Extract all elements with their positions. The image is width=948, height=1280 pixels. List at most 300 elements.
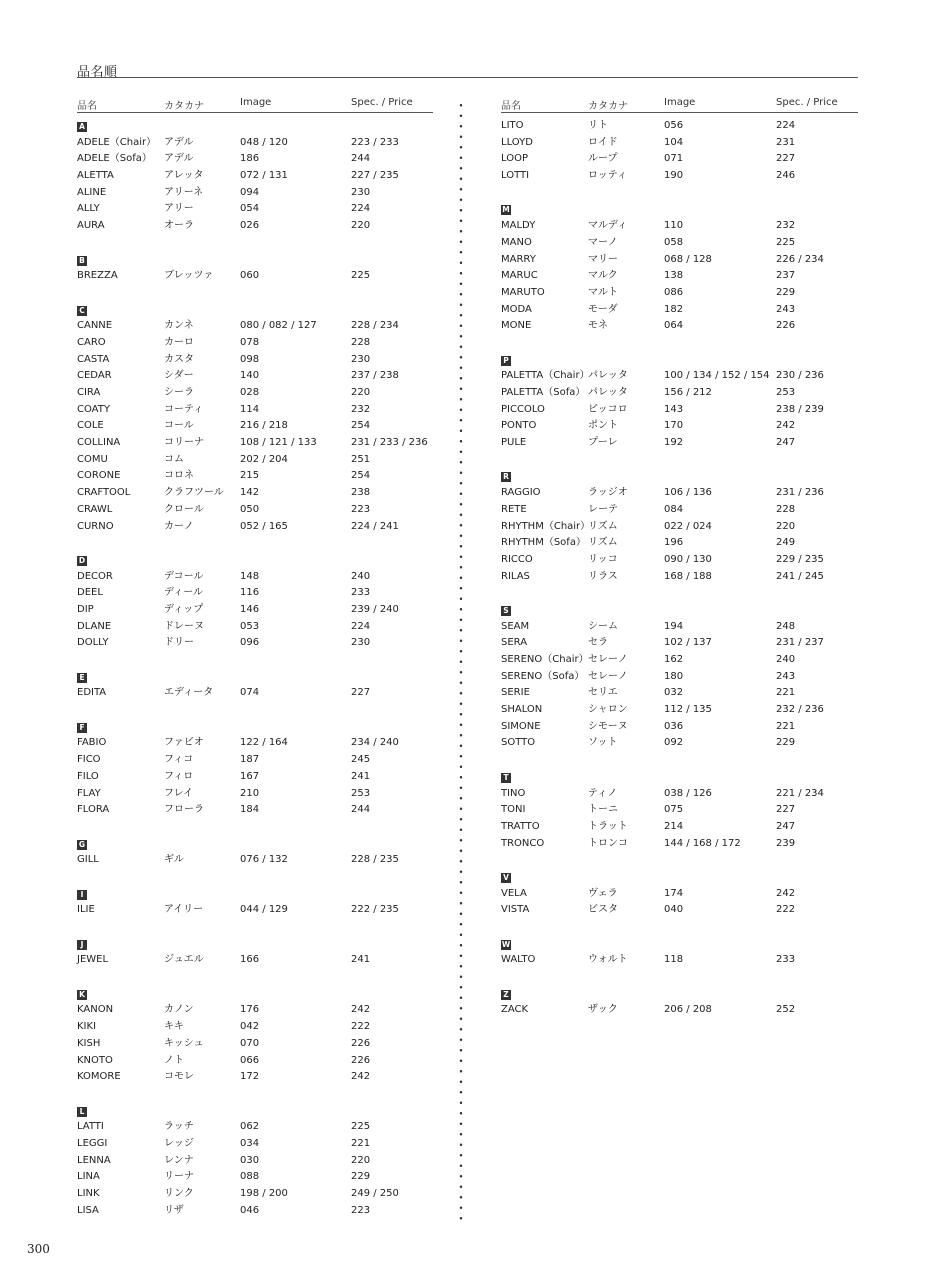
product-row	[501, 552, 858, 569]
product-row	[77, 1153, 433, 1170]
product-name: EDITA	[77, 687, 107, 699]
product-spec-pages: 254	[351, 470, 371, 482]
product-name: CURNO	[77, 520, 114, 532]
product-image-pages: 075	[664, 804, 684, 816]
product-katakana: シダー	[164, 370, 194, 382]
section-spacer	[77, 969, 433, 986]
product-katakana: フィコ	[164, 754, 194, 766]
product-name: PALETTA（Sofa）	[501, 387, 586, 398]
section-letter-row	[501, 352, 858, 369]
product-image-pages: 072 / 131	[240, 170, 288, 182]
product-spec-pages: 240	[776, 654, 796, 665]
product-name: ILIE	[77, 904, 95, 916]
product-image-pages: 166	[240, 954, 260, 966]
product-row	[501, 535, 858, 552]
product-name: ADELE（Chair）	[77, 136, 157, 148]
section-letter-row	[77, 886, 433, 903]
product-katakana: コモレ	[164, 1071, 194, 1083]
product-row	[77, 519, 433, 536]
product-row	[77, 1069, 433, 1086]
product-name: LINA	[77, 1171, 100, 1183]
product-name: VISTA	[501, 904, 530, 916]
product-spec-pages: 243	[776, 670, 796, 682]
product-name: COATY	[77, 403, 110, 415]
product-name: TRONCO	[501, 837, 545, 849]
product-row	[77, 802, 433, 819]
product-name: BREZZA	[77, 270, 118, 282]
product-row	[77, 168, 433, 185]
product-row	[501, 385, 858, 402]
product-katakana: モネ	[588, 320, 608, 332]
product-row	[501, 952, 858, 969]
product-katakana: トーニ	[588, 804, 618, 816]
product-spec-pages: 220	[351, 1154, 371, 1166]
product-name: LINK	[77, 1188, 100, 1199]
product-katakana: セレーノ	[588, 654, 628, 665]
section-letter-row	[501, 201, 858, 218]
section-spacer	[77, 652, 433, 669]
product-spec-pages: 247	[776, 437, 796, 449]
product-katakana: トロンコ	[588, 837, 628, 849]
section-letter-row	[77, 986, 433, 1003]
product-spec-pages: 230	[351, 186, 371, 198]
product-name: RHYTHM（Sofa）	[501, 537, 586, 549]
section-letter-badge: G	[78, 839, 86, 849]
product-name: KISH	[77, 1037, 101, 1049]
product-image-pages: 210	[240, 787, 260, 799]
product-row	[77, 418, 433, 435]
product-spec-pages: 230	[351, 637, 371, 649]
product-row	[501, 685, 858, 702]
product-katakana: ポント	[588, 420, 618, 432]
product-katakana: コリーナ	[164, 437, 204, 449]
product-name: RETE	[501, 503, 527, 515]
product-name: FABIO	[77, 737, 107, 749]
product-image-pages: 064	[664, 320, 684, 332]
product-row	[77, 201, 433, 218]
product-row	[77, 468, 433, 485]
product-katakana: ウォルト	[588, 954, 628, 966]
product-name: SERIE	[501, 687, 530, 699]
product-row	[77, 585, 433, 602]
column-divider-dots	[459, 100, 463, 1220]
product-spec-pages: 239 / 240	[351, 603, 399, 615]
product-name: KOMORE	[77, 1071, 121, 1083]
product-name: CARO	[77, 336, 106, 348]
product-katakana: ロッティ	[588, 170, 627, 182]
product-katakana: アデル	[164, 153, 194, 165]
product-katakana: カーロ	[164, 336, 194, 348]
product-name: KANON	[77, 1004, 114, 1016]
product-name: ALLY	[77, 203, 100, 215]
product-image-pages: 066	[240, 1054, 260, 1066]
product-row	[77, 852, 433, 869]
product-spec-pages: 242	[351, 1071, 371, 1083]
product-image-pages: 182	[664, 303, 684, 315]
section-spacer	[501, 185, 858, 202]
product-name: MARUC	[501, 270, 538, 282]
product-row	[77, 1036, 433, 1053]
product-row	[501, 418, 858, 435]
product-name: PONTO	[501, 420, 537, 432]
product-name: SOTTO	[501, 737, 536, 749]
header-katakana: カタカナ	[588, 101, 628, 112]
product-row	[77, 502, 433, 519]
product-image-pages: 052 / 165	[240, 520, 288, 532]
product-image-pages: 156 / 212	[664, 387, 712, 398]
section-letter-badge: C	[77, 306, 87, 316]
product-name: SERA	[501, 637, 528, 649]
header-image: Image	[664, 97, 696, 108]
product-name: TONI	[501, 804, 526, 816]
section-spacer	[77, 235, 433, 252]
product-name: RHYTHM（Chair）	[501, 520, 591, 532]
product-name: FILO	[77, 770, 99, 782]
section-letter-row	[77, 1103, 433, 1120]
product-row	[501, 719, 858, 736]
product-katakana: ティノ	[588, 787, 618, 799]
product-image-pages: 168 / 188	[664, 570, 712, 582]
product-katakana: ディップ	[164, 603, 204, 615]
product-row	[501, 485, 858, 502]
product-row	[77, 435, 433, 452]
header-spec-price: Spec. / Price	[776, 97, 838, 108]
section-letter-badge: J	[77, 940, 87, 950]
product-spec-pages: 253	[776, 387, 796, 398]
product-image-pages: 198 / 200	[240, 1188, 288, 1199]
product-row	[501, 502, 858, 519]
product-image-pages: 167	[240, 770, 260, 782]
product-spec-pages: 221 / 234	[776, 787, 824, 799]
product-image-pages: 174	[664, 887, 684, 899]
product-spec-pages: 231 / 236	[776, 487, 824, 499]
product-row	[501, 118, 858, 135]
product-katakana: アイリー	[164, 904, 204, 916]
product-row	[77, 335, 433, 352]
product-row	[77, 1169, 433, 1186]
product-spec-pages: 231	[776, 136, 796, 148]
product-image-pages: 180	[664, 670, 684, 682]
product-image-pages: 094	[240, 186, 260, 198]
product-row	[77, 752, 433, 769]
product-image-pages: 053	[240, 620, 260, 632]
section-letter-row	[501, 602, 858, 619]
product-name: RICCO	[501, 553, 533, 565]
section-spacer	[501, 852, 858, 869]
product-katakana: アデル	[164, 136, 194, 148]
product-image-pages: 050	[240, 503, 260, 515]
product-image-pages: 076 / 132	[240, 854, 288, 866]
column-header	[77, 97, 433, 113]
section-letter-row	[77, 836, 433, 853]
product-name: GILL	[77, 854, 99, 866]
product-image-pages: 092	[664, 737, 684, 749]
section-letter-badge: E	[77, 673, 87, 683]
product-name: MANO	[501, 236, 532, 248]
section-letter-row	[501, 468, 858, 485]
product-katakana: シャロン	[588, 704, 628, 716]
section-letter-row	[77, 719, 433, 736]
product-image-pages: 146	[240, 603, 260, 615]
product-spec-pages: 227	[776, 153, 796, 165]
product-row	[501, 302, 858, 319]
product-name: FLAY	[77, 787, 101, 799]
product-row	[501, 151, 858, 168]
section-letter-row	[77, 669, 433, 686]
product-image-pages: 143	[664, 403, 684, 415]
product-katakana: マルト	[588, 286, 618, 298]
product-spec-pages: 242	[776, 420, 796, 432]
product-name: ALINE	[77, 186, 107, 198]
product-katakana: フィロ	[164, 770, 194, 782]
product-katakana: キッシュ	[164, 1037, 204, 1049]
product-katakana: ファビオ	[164, 737, 204, 749]
product-image-pages: 172	[240, 1071, 260, 1083]
section-letter-badge: R	[501, 472, 511, 482]
product-row	[501, 886, 858, 903]
product-name: WALTO	[501, 954, 536, 966]
product-katakana: トラット	[588, 820, 628, 832]
product-name: LEGGI	[77, 1137, 108, 1149]
product-spec-pages: 254	[351, 420, 371, 432]
product-katakana: マリー	[588, 253, 618, 265]
product-image-pages: 116	[240, 587, 260, 599]
product-image-pages: 042	[240, 1021, 260, 1033]
product-name: MALDY	[501, 220, 536, 232]
product-name: PALETTA（Chair）	[501, 370, 590, 382]
product-image-pages: 062	[240, 1121, 260, 1133]
product-image-pages: 108 / 121 / 133	[240, 437, 317, 449]
product-row	[77, 619, 433, 636]
product-katakana: フローラ	[164, 804, 204, 816]
product-spec-pages: 222	[351, 1021, 371, 1033]
product-image-pages: 034	[240, 1137, 260, 1149]
product-katakana: カーノ	[164, 520, 194, 532]
product-spec-pages: 229	[776, 286, 796, 298]
product-name: COLLINA	[77, 437, 121, 449]
product-spec-pages: 226	[351, 1054, 371, 1066]
product-image-pages: 106 / 136	[664, 487, 712, 499]
product-katakana: パレッタ	[588, 370, 628, 382]
product-spec-pages: 226 / 234	[776, 253, 824, 265]
product-row	[501, 1002, 858, 1019]
product-katakana: エディータ	[164, 687, 214, 699]
product-katakana: リーナ	[164, 1171, 194, 1183]
product-row	[501, 802, 858, 819]
product-row	[501, 519, 858, 536]
section-spacer	[77, 1086, 433, 1103]
product-row	[77, 786, 433, 803]
section-letter-row	[77, 552, 433, 569]
product-name: SHALON	[501, 704, 543, 716]
section-spacer	[77, 535, 433, 552]
product-name: CANNE	[77, 320, 113, 332]
product-name: DIP	[77, 603, 94, 615]
product-name: MARUTO	[501, 286, 545, 298]
product-spec-pages: 232 / 236	[776, 704, 824, 716]
product-row	[501, 218, 858, 235]
product-spec-pages: 221	[776, 687, 796, 699]
product-image-pages: 084	[664, 503, 684, 515]
section-letter-badge: Z	[501, 990, 511, 1000]
product-image-pages: 028	[240, 387, 260, 398]
product-katakana: セレーノ	[588, 670, 628, 682]
product-name: LLOYD	[501, 136, 533, 148]
product-spec-pages: 251	[351, 453, 371, 465]
product-row	[501, 669, 858, 686]
product-image-pages: 036	[664, 720, 684, 732]
product-image-pages: 032	[664, 687, 684, 699]
product-katakana: ビスタ	[588, 904, 618, 916]
product-image-pages: 046	[240, 1204, 260, 1216]
product-katakana: マルディ	[588, 220, 628, 232]
product-spec-pages: 239	[776, 837, 796, 849]
product-image-pages: 214	[664, 820, 684, 832]
product-name: MODA	[501, 303, 532, 315]
product-row	[77, 1186, 433, 1203]
product-image-pages: 104	[664, 136, 684, 148]
product-spec-pages: 225	[351, 1121, 371, 1133]
product-name: LATTI	[77, 1121, 104, 1133]
product-row	[77, 769, 433, 786]
product-katakana: シーム	[588, 620, 618, 632]
product-spec-pages: 224	[776, 120, 796, 131]
product-spec-pages: 231 / 233 / 236	[351, 437, 428, 449]
product-image-pages: 202 / 204	[240, 453, 288, 465]
product-katakana: マルク	[588, 270, 618, 282]
product-image-pages: 176	[240, 1004, 260, 1016]
product-spec-pages: 241 / 245	[776, 570, 824, 582]
product-spec-pages: 220	[776, 520, 796, 532]
product-spec-pages: 220	[351, 387, 371, 398]
product-row	[501, 635, 858, 652]
product-image-pages: 192	[664, 437, 684, 449]
product-spec-pages: 234 / 240	[351, 737, 399, 749]
product-name: COLE	[77, 420, 104, 432]
product-image-pages: 070	[240, 1037, 260, 1049]
product-katakana: クロール	[164, 503, 204, 515]
product-name: KNOTO	[77, 1054, 113, 1066]
product-katakana: ピッコロ	[588, 403, 628, 415]
product-katakana: ラッチ	[164, 1121, 194, 1133]
product-image-pages: 170	[664, 420, 684, 432]
product-katakana: パレッタ	[588, 387, 628, 398]
product-image-pages: 206 / 208	[664, 1004, 712, 1016]
product-katakana: コール	[164, 420, 194, 432]
product-row	[77, 1002, 433, 1019]
section-letter-row	[501, 769, 858, 786]
product-katakana: アレッタ	[164, 170, 204, 182]
product-spec-pages: 225	[776, 236, 796, 248]
product-spec-pages: 227 / 235	[351, 170, 399, 182]
product-spec-pages: 244	[351, 804, 371, 816]
product-spec-pages: 252	[776, 1004, 796, 1016]
product-row	[77, 735, 433, 752]
product-name: COMU	[77, 453, 108, 465]
product-katakana: レッジ	[164, 1137, 194, 1149]
product-spec-pages: 227	[776, 804, 796, 816]
product-name: DEEL	[77, 587, 103, 599]
product-image-pages: 038 / 126	[664, 787, 712, 799]
product-katakana: ヴェラ	[588, 887, 618, 899]
product-row	[77, 602, 433, 619]
product-row	[77, 135, 433, 152]
product-spec-pages: 223 / 233	[351, 136, 399, 148]
product-row	[77, 635, 433, 652]
product-row	[77, 1019, 433, 1036]
product-spec-pages: 228 / 234	[351, 320, 399, 332]
product-name: RAGGIO	[501, 487, 541, 499]
product-name: LITO	[501, 120, 524, 131]
product-image-pages: 060	[240, 270, 260, 282]
product-spec-pages: 246	[776, 170, 796, 182]
product-name: SERENO（Sofa）	[501, 670, 585, 682]
product-spec-pages: 223	[351, 1204, 371, 1216]
section-letter-row	[501, 869, 858, 886]
product-row	[501, 402, 858, 419]
product-name: DECOR	[77, 570, 113, 582]
product-image-pages: 098	[240, 353, 260, 365]
product-spec-pages: 237	[776, 270, 796, 282]
product-row	[501, 252, 858, 269]
product-spec-pages: 221	[776, 720, 796, 732]
product-image-pages: 074	[240, 687, 260, 699]
product-katakana: アリー	[164, 203, 194, 215]
product-name: DOLLY	[77, 637, 109, 649]
product-katakana: リンク	[164, 1188, 194, 1199]
product-katakana: ギル	[164, 854, 184, 866]
section-spacer	[77, 285, 433, 302]
product-row	[501, 268, 858, 285]
product-name: SIMONE	[501, 720, 541, 732]
product-image-pages: 142	[240, 487, 260, 499]
product-row	[501, 819, 858, 836]
section-letter-row	[501, 936, 858, 953]
product-name: CASTA	[77, 353, 110, 365]
product-image-pages: 090 / 130	[664, 553, 712, 565]
product-spec-pages: 237 / 238	[351, 370, 399, 382]
product-katakana: ディール	[164, 587, 203, 599]
section-letter-row	[77, 302, 433, 319]
section-letter-badge: M	[502, 205, 510, 215]
product-row	[77, 185, 433, 202]
product-katakana: オーラ	[164, 220, 194, 232]
title-rule	[77, 77, 858, 78]
header-image: Image	[240, 97, 272, 108]
product-name: DLANE	[77, 620, 112, 632]
product-spec-pages: 223	[351, 503, 371, 515]
product-katakana: モーダ	[588, 303, 618, 315]
product-image-pages: 148	[240, 570, 260, 582]
product-row	[501, 902, 858, 919]
product-katakana: アリーネ	[164, 186, 204, 198]
product-image-pages: 026	[240, 220, 260, 232]
product-spec-pages: 238 / 239	[776, 403, 824, 415]
product-image-pages: 194	[664, 620, 684, 632]
product-row	[501, 135, 858, 152]
product-row	[501, 836, 858, 853]
product-katakana: ソット	[588, 737, 618, 749]
product-row	[77, 1203, 433, 1220]
product-spec-pages: 233	[351, 587, 371, 599]
product-name: AURA	[77, 220, 105, 232]
section-letter-badge: P	[501, 356, 511, 366]
section-letter-badge: I	[77, 890, 87, 900]
product-name: FLORA	[77, 804, 110, 816]
product-image-pages: 215	[240, 470, 260, 482]
product-spec-pages: 248	[776, 620, 796, 632]
product-katakana: マーノ	[588, 236, 618, 248]
